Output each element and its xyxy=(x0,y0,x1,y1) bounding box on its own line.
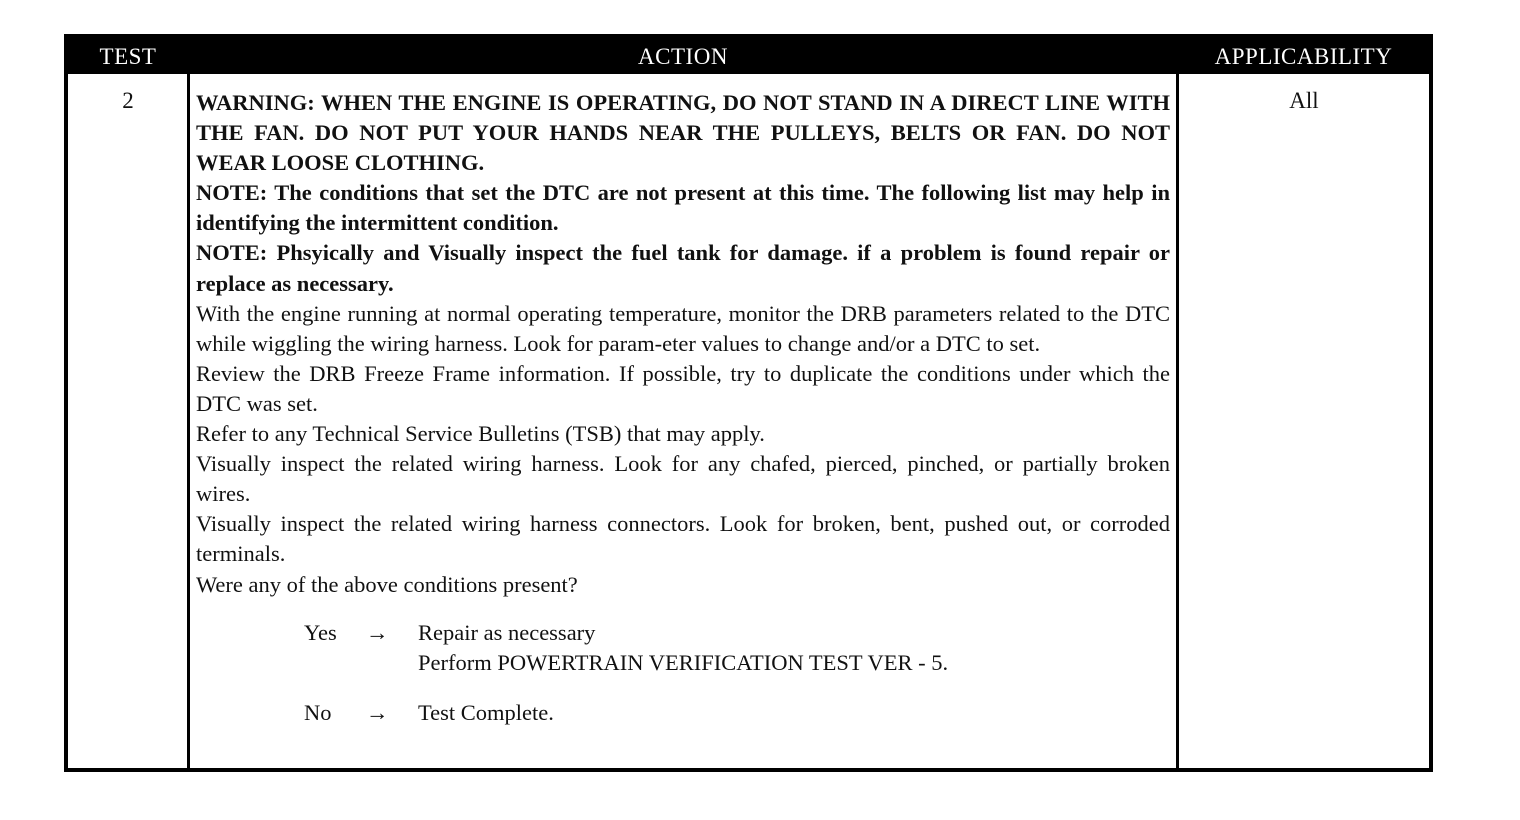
right-arrow-icon: → xyxy=(366,699,389,725)
procedure-table xyxy=(64,34,1433,772)
instruction-paragraph: With the engine running at normal operating temperature, monitor the DRB parameters related to the DTC while wiggling the wiring harness. Look for param-eter values to change and/or a DTC to set. xyxy=(196,300,1170,356)
instruction-paragraph: Visually inspect the related wiring harness. Look for any chafed, pierced, pinched, or partially broken wires. xyxy=(196,451,1170,507)
note-paragraph: NOTE: The conditions that set the DTC are not present at this time. The following list may help in identifying the intermittent condition. xyxy=(196,180,1170,236)
note-paragraph: NOTE: Phsyically and Visually inspect the fuel tank for damage. if a problem is found repair or replace as necessary. xyxy=(196,240,1170,296)
warning-paragraph: WARNING: WHEN THE ENGINE IS OPERATING, DO NOT STAND IN A DIRECT LINE WITH THE FAN. DO NOT PUT YOUR HANDS NEAR THE PULLEYS, BELTS OR FAN. DO NOT WEAR LOOSE CLOTHING. xyxy=(196,90,1170,176)
instruction-paragraph: Refer to any Technical Service Bulletins (TSB) that may apply. xyxy=(196,421,765,447)
applicability-value: All xyxy=(1289,88,1319,113)
column-divider xyxy=(1176,74,1179,768)
answer-yes-label: Yes xyxy=(304,619,337,645)
answer-no-row xyxy=(196,698,1170,728)
answer-no-label: No xyxy=(304,699,332,725)
table-row xyxy=(68,74,1429,768)
test-number: 2 xyxy=(122,88,134,113)
answer-yes-row-continued xyxy=(196,648,1170,678)
answer-no-action: Test Complete. xyxy=(418,699,554,725)
header-applicability: APPLICABILITY xyxy=(1214,44,1393,69)
action-cell xyxy=(196,88,1170,728)
question-paragraph: Were any of the above conditions present? xyxy=(196,571,578,597)
header-test: TEST xyxy=(99,44,157,69)
header-action: ACTION xyxy=(638,44,728,69)
instruction-paragraph: Visually inspect the related wiring harness connectors. Look for broken, bent, pushed out, or corroded terminals. xyxy=(196,511,1170,567)
answer-yes-row xyxy=(196,618,1170,648)
answer-block xyxy=(196,618,1170,728)
answer-yes-action-2: Perform POWERTRAIN VERIFICATION TEST VER - 5. xyxy=(418,649,949,675)
right-arrow-icon: → xyxy=(366,619,389,645)
column-divider xyxy=(187,74,190,768)
answer-yes-action: Repair as necessary xyxy=(418,619,596,645)
table-header-row xyxy=(68,38,1429,74)
instruction-paragraph: Review the DRB Freeze Frame information. If possible, try to duplicate the conditions under which the DTC was set. xyxy=(196,360,1170,416)
